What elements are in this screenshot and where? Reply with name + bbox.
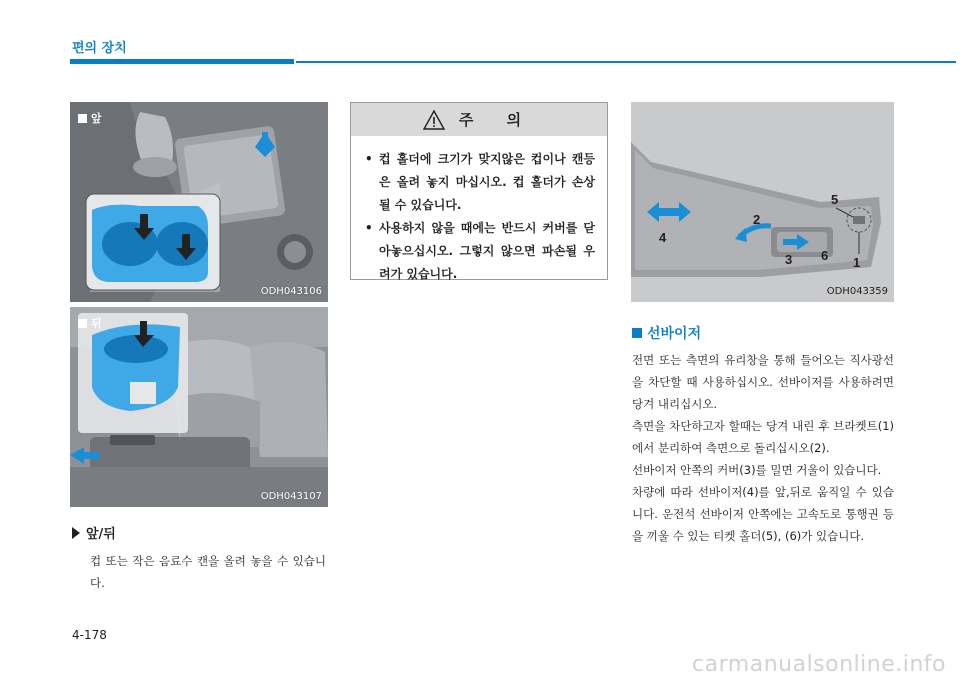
sunvisor-text — [632, 349, 894, 547]
callout-5: 5 — [831, 192, 839, 207]
figure-rear-label — [78, 315, 102, 331]
section-title: 편의 장치 — [72, 41, 127, 56]
caution-title: 주 의 — [458, 111, 536, 129]
callout-1: 1 — [853, 255, 861, 270]
callout-4: 4 — [659, 230, 667, 245]
heading-square-icon — [632, 328, 642, 338]
header-rule-thin — [296, 61, 956, 63]
sunvisor-paragraph: 선바이저 안쪽의 커버(3)를 밀면 거울이 있습니다. — [632, 463, 882, 477]
front-rear-text: 컵 또는 작은 음료수 캔을 올려 놓을 수 있습니다. — [90, 554, 326, 590]
caution-item: • 사용하지 않을 때에는 반드시 커버를 닫아놓으십시오. 그렇지 않으면 파손될 우려가 있습니다. — [379, 217, 595, 286]
rear-cup-holder-illustration — [70, 307, 328, 507]
page-number: 4-178 — [72, 628, 107, 642]
figure-rear-cup-holder — [70, 307, 328, 507]
figure-front-label-text: 앞 — [91, 112, 102, 125]
triangle-bullet-icon — [72, 527, 80, 539]
figure-rear-code: ODH043107 — [260, 491, 322, 502]
warning-triangle-icon — [423, 110, 445, 130]
callout-3: 3 — [785, 252, 793, 267]
figure-front-label — [78, 110, 102, 126]
caution-item: • 컵 홀더에 크기가 맞지않은 컵이나 캔등은 올려 놓지 마십시오. 컵 홀더가 손상 될 수 있습니다. — [379, 148, 595, 217]
front-rear-heading-text: 앞/뒤 — [86, 527, 116, 542]
figure-front-code: ODH043106 — [260, 286, 322, 297]
header-rule-thick — [70, 59, 294, 64]
callout-6: 6 — [821, 248, 829, 263]
sunvisor-paragraph: 전면 또는 측면의 유리창을 통해 들어오는 직사광선을 차단할 때 사용하십시오. 선바이저를 사용하려면 당겨 내리십시오. — [632, 353, 894, 411]
sunvisor-heading — [632, 323, 701, 343]
caution-box — [350, 102, 608, 280]
callout-2: 2 — [753, 212, 761, 227]
label-square-icon — [78, 114, 87, 123]
front-cup-holder-illustration — [70, 102, 328, 302]
label-square-icon — [78, 319, 87, 328]
sunvisor-callouts — [631, 102, 894, 302]
figure-sunvisor-code: ODH043359 — [826, 286, 888, 297]
figure-front-cup-holder — [70, 102, 328, 302]
sunvisor-paragraph: 측면을 차단하고자 할때는 당겨 내린 후 브라켓트(1)에서 분리하여 측면으로 돌리십시오(2). — [632, 419, 894, 455]
figure-rear-label-text: 뒤 — [91, 317, 102, 330]
sunvisor-heading-text: 선바이저 — [647, 326, 702, 342]
sunvisor-paragraph: 차량에 따라 선바이저(4)를 앞,뒤로 움직일 수 있습니다. 운전석 선바이저 안쪽에는 고속도로 통행권 등을 끼울 수 있는 티켓 홀더(5), (6)가 있습니다. — [632, 485, 894, 543]
front-rear-heading — [72, 523, 116, 542]
caution-header — [351, 103, 607, 136]
caution-list — [351, 148, 607, 286]
watermark: carmanualsonline.info — [692, 652, 946, 677]
figure-sunvisor — [631, 102, 894, 302]
